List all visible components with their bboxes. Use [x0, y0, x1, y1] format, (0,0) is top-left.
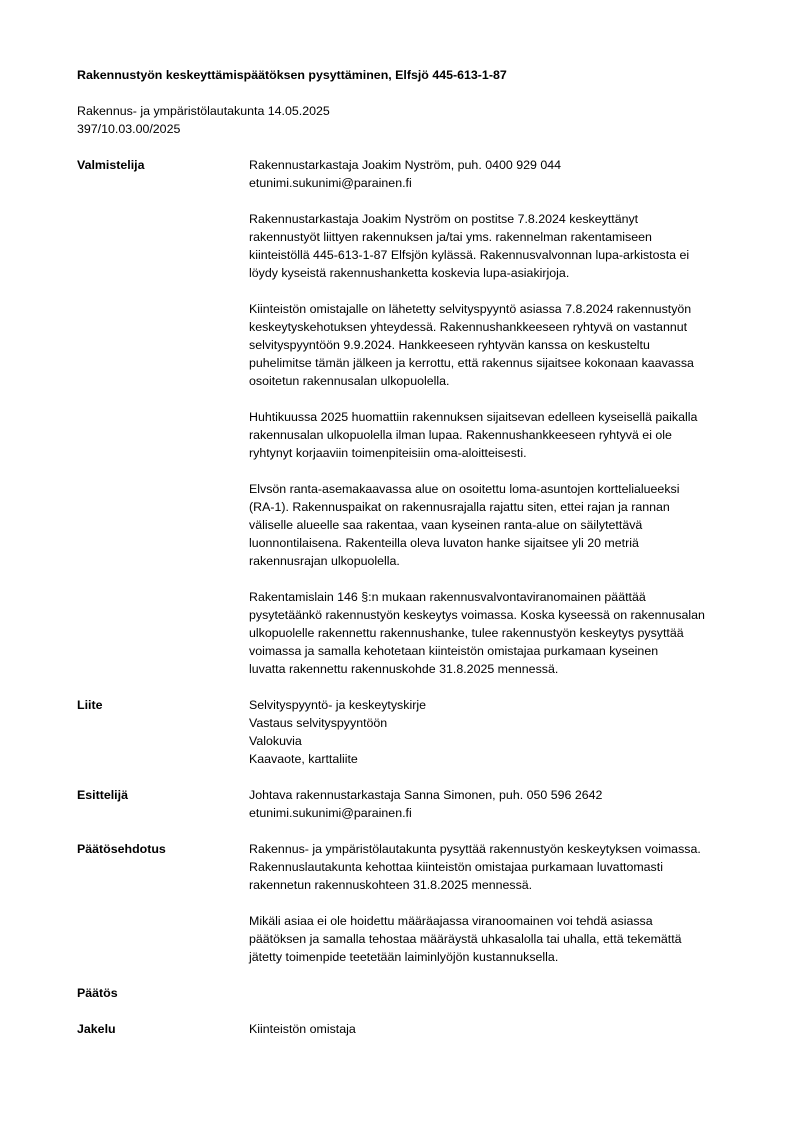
attachment-item: Valokuvia	[249, 734, 302, 748]
distribution-recipient: Kiinteistön omistaja	[249, 1022, 356, 1036]
attachment-list	[249, 696, 742, 768]
section-liite	[77, 696, 742, 768]
record-number: 397/10.03.00/2025	[77, 122, 181, 136]
presenter-name-phone: Johtava rakennustarkastaja Sanna Simonen, puh. 050 596 2642	[249, 788, 603, 802]
document-page	[77, 66, 742, 1038]
text-line: Rakennus- ja ympäristölautakunta pysyttää rakennustyön keskeytyksen voimassa.	[249, 842, 701, 856]
text-line: ryhtynyt korjaaviin toimenpiteisiin oma-aloitteisesti.	[249, 446, 527, 460]
text-line: Huhtikuussa 2025 huomattiin rakennuksen sijaitsevan edelleen kyseisellä paikalla	[249, 410, 698, 424]
text-line: luvatta rakennettu rakennuskohde 31.8.2025 mennessä.	[249, 662, 559, 676]
text-line: voimassa ja samalla kehotetaan kiinteistön omistajaa purkamaan kyseinen	[249, 644, 659, 658]
text-line: Elvsön ranta-asemakaavassa alue on osoitettu loma-asuntojen korttelialueeksi	[249, 482, 680, 496]
section-label-liite: Liite	[77, 698, 103, 712]
section-content-paatosehdotus	[249, 840, 742, 966]
text-line: kiinteistöllä 445-613-1-87 Elfsjön kylässä. Rakennusvalvonnan lupa-arkistosta ei	[249, 248, 690, 262]
text-line: Rakennuslautakunta kehottaa kiinteistön omistajaa purkamaan luvattomasti	[249, 860, 663, 874]
text-line: keskeytyskehotuksen yhteydessä. Rakennushankkeeseen ryhtyvä on vastannut	[249, 320, 688, 334]
paragraph	[249, 840, 742, 894]
presenter-email: etunimi.sukunimi@parainen.fi	[249, 806, 412, 820]
attachment-item: Kaavaote, karttaliite	[249, 752, 358, 766]
section-label-valmistelija: Valmistelija	[77, 158, 145, 172]
document-meta	[77, 102, 742, 138]
document-title: Rakennustyön keskeyttämispäätöksen pysyttäminen, Elfsjö 445-613-1-87	[77, 68, 507, 82]
attachment-item: Vastaus selvityspyyntöön	[249, 716, 388, 730]
section-content-valmistelija	[249, 156, 742, 678]
text-line: (RA-1). Rakennuspaikat on rakennusrajalla rajattu siten, ettei rajan ja rannan	[249, 500, 670, 514]
section-label-esittelija: Esittelijä	[77, 788, 128, 802]
text-line: rakennustyöt liittyen rakennuksen ja/tai yms. rakennelman rakentamiseen	[249, 230, 652, 244]
text-line: luonnontilaisena. Rakenteilla oleva luvaton hanke sijaitsee yli 20 metriä	[249, 536, 639, 550]
text-line: pysytetäänkö rakennustyön keskeytys voimassa. Koska kyseessä on rakennusalan	[249, 608, 705, 622]
text-line: päätöksen ja samalla tehostaa määräystä uhkasalolla tai uhalla, että tekemättä	[249, 932, 682, 946]
section-label-paatos: Päätös	[77, 986, 118, 1000]
text-line: Kiinteistön omistajalle on lähetetty selvityspyyntö asiassa 7.8.2024 rakennustyön	[249, 302, 692, 316]
section-label-jakelu: Jakelu	[77, 1022, 116, 1036]
attachment-item: Selvityspyyntö- ja keskeytyskirje	[249, 698, 426, 712]
preparer-name-phone: Rakennustarkastaja Joakim Nyström, puh. 0400 929 044	[249, 158, 562, 172]
text-line: jätetty toimenpide teetetään laiminlyöjön kustannuksella.	[249, 950, 559, 964]
text-line: löydy kyseistä rakennushanketta koskevia lupa-asiakirjoja.	[249, 266, 570, 280]
text-line: rakennetun rakennuskohteen 31.8.2025 mennessä.	[249, 878, 533, 892]
paragraph	[249, 300, 742, 390]
text-line: osoitetun rakennusalan ulkopuolella.	[249, 374, 450, 388]
paragraph	[249, 210, 742, 282]
text-line: selvityspyyntöön 9.9.2024. Hankkeeseen ryhtyvän kanssa on keskusteltu	[249, 338, 650, 352]
meeting-line: Rakennus- ja ympäristölautakunta 14.05.2025	[77, 104, 330, 118]
section-esittelija	[77, 786, 742, 822]
preparer-contact	[249, 156, 742, 192]
paragraph	[249, 408, 742, 462]
text-line: Rakennustarkastaja Joakim Nyström on postitse 7.8.2024 keskeyttänyt	[249, 212, 639, 226]
preparer-email: etunimi.sukunimi@parainen.fi	[249, 176, 412, 190]
paragraph	[249, 480, 742, 570]
text-line: Mikäli asiaa ei ole hoidettu määräajassa viranoomainen voi tehdä asiassa	[249, 914, 653, 928]
paragraph	[249, 588, 742, 678]
section-label-paatosehdotus: Päätösehdotus	[77, 842, 166, 856]
text-line: ulkopuolelle rakennettu rakennushanke, tulee rakennustyön keskeytys pysyttää	[249, 626, 684, 640]
text-line: puhelimitse tämän jälkeen ja kerrottu, että rakennus sijaitsee kokonaan kaavassa	[249, 356, 694, 370]
text-line: väliselle alueelle saa rakentaa, vaan kyseinen ranta-alue on säilytettävä	[249, 518, 643, 532]
presenter-contact	[249, 786, 742, 822]
section-jakelu	[77, 1020, 742, 1038]
text-line: rakennusrajan ulkopuolella.	[249, 554, 400, 568]
text-line: Rakentamislain 146 §:n mukaan rakennusvalvontaviranomainen päättää	[249, 590, 646, 604]
text-line: rakennusalan ulkopuolella ilman lupaa. Rakennushankkeeseen ryhtyvä ei ole	[249, 428, 672, 442]
section-paatosehdotus	[77, 840, 742, 966]
section-valmistelija	[77, 156, 742, 678]
paragraph	[249, 912, 742, 966]
